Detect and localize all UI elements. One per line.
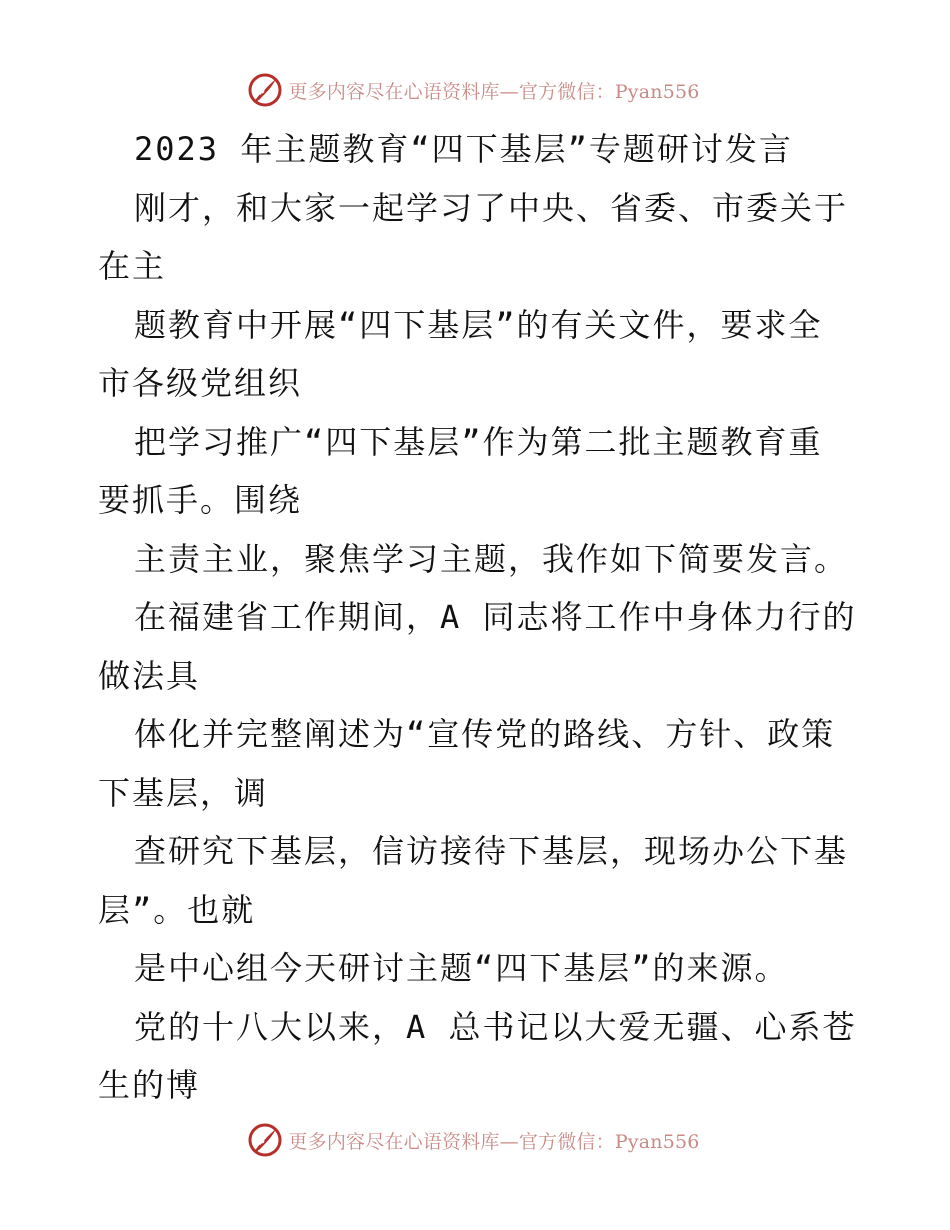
- header-banner-inner: [248, 73, 699, 107]
- document-line: 下基层，调: [98, 773, 269, 812]
- quill-pen-icon: [248, 1123, 282, 1157]
- document-body: [98, 120, 858, 1115]
- document-line: 在福建省工作期间，A 同志将工作中身体力行的: [134, 598, 857, 636]
- document-line: 要抓手。围绕: [98, 481, 303, 519]
- footer-banner-inner: [248, 1123, 699, 1157]
- document-line: 查研究下基层，信访接待下基层，现场办公下基: [134, 832, 849, 870]
- header-banner: [0, 70, 950, 110]
- header-banner-text: 更多内容尽在心语资料库—官方微信：Pyan556: [288, 80, 700, 103]
- document-line: 主责主业，聚焦学习主题，我作如下简要发言。: [134, 539, 849, 578]
- document-line: 党的十八大以来，A 总书记以大爱无疆、心系苍: [134, 1007, 857, 1046]
- document-line: 刚才，和大家一起学习了中央、省委、市委关于: [134, 188, 849, 227]
- document-line: 是中心组今天研讨主题“四下基层”的来源。: [134, 949, 789, 987]
- document-line: 市各级党组织: [98, 364, 303, 402]
- document-line: 把学习推广“四下基层”作为第二批主题教育重: [134, 422, 823, 461]
- footer-banner-text: 更多内容尽在心语资料库—官方微信：Pyan556: [288, 1130, 700, 1153]
- document-line: 生的博: [98, 1066, 201, 1104]
- document-line: 体化并完整阐述为“宣传党的路线、方针、政策: [134, 715, 836, 753]
- document-line: 题教育中开展“四下基层”的有关文件，要求全: [134, 305, 823, 344]
- document-line: 在主: [98, 247, 167, 285]
- document-line: 做法具: [98, 656, 201, 695]
- document-line: 2023 年主题教育“四下基层”专题研讨发言: [134, 130, 793, 168]
- document-line: 层”。也就: [98, 890, 256, 929]
- quill-pen-icon: [248, 73, 282, 107]
- footer-banner: [0, 1120, 950, 1160]
